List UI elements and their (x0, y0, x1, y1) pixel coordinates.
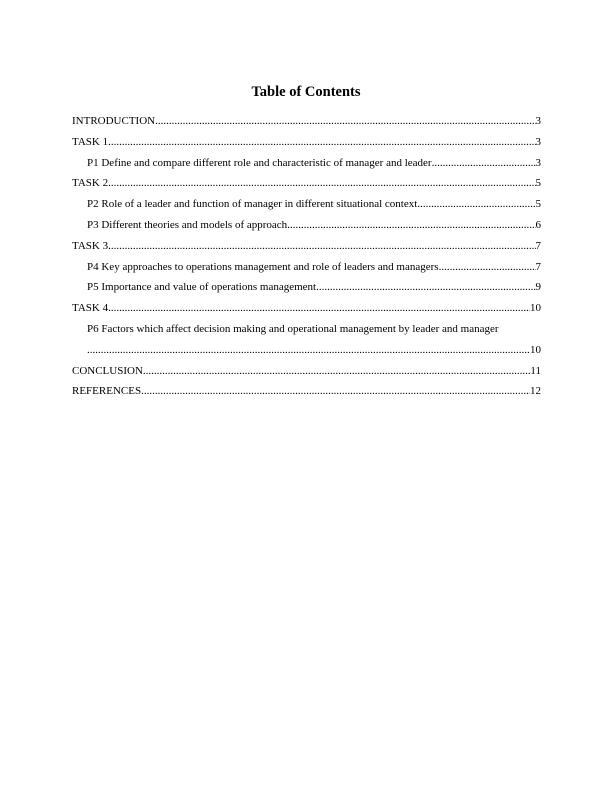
toc-page-number: 3 (535, 156, 541, 169)
toc-entry-p6[interactable] (72, 322, 541, 364)
dot-leader (108, 239, 535, 253)
toc-entry-label: REFERENCES (72, 385, 142, 398)
toc-entry-task-4[interactable] (72, 301, 541, 322)
dot-leader (417, 197, 535, 211)
toc-entry-label: TASK 4 (72, 302, 109, 315)
toc-entry-label: P5 Importance and value of operations management (87, 281, 317, 294)
toc-entry-label: TASK 3 (72, 239, 109, 252)
dot-leader (108, 176, 535, 190)
toc-entry-p5[interactable] (72, 280, 541, 301)
toc-page-number: 9 (535, 281, 541, 294)
toc-entry-references[interactable] (72, 384, 541, 405)
toc-entry-label: P1 Define and compare different role and characteristic of manager and leader (87, 156, 432, 169)
toc-entry-p1[interactable] (72, 156, 541, 177)
toc-entry-label: P6 Factors which affect decision making and operational management by leader and manager (87, 322, 499, 335)
dot-leader (143, 364, 531, 378)
toc-entry-label: TASK 1 (72, 135, 109, 148)
toc-entry-label: P2 Role of a leader and function of manager in different situational context (87, 198, 418, 211)
toc-page-number: 12 (530, 385, 541, 398)
toc-entry-task-3[interactable] (72, 239, 541, 260)
dot-leader (155, 114, 535, 128)
dot-leader (108, 301, 530, 315)
toc-page-number: 7 (535, 239, 541, 252)
toc-page-number: 6 (535, 218, 541, 231)
dot-leader (141, 384, 530, 398)
toc-page-number: 10 (530, 302, 541, 315)
toc-page-number: 5 (535, 198, 541, 211)
page-title: Table of Contents (251, 84, 361, 100)
table-of-contents (72, 114, 541, 405)
toc-entry-label: P3 Different theories and models of approach (87, 218, 288, 231)
toc-entry-p3[interactable] (72, 218, 541, 239)
toc-entry-p2[interactable] (72, 197, 541, 218)
toc-page-number: 11 (530, 364, 541, 377)
toc-entry-p4[interactable] (72, 260, 541, 281)
toc-page-number: 3 (535, 135, 541, 148)
toc-entry-label: P4 Key approaches to operations management and role of leaders and managers (87, 260, 439, 273)
toc-page-number: 3 (535, 115, 541, 127)
dot-leader (316, 280, 535, 294)
dot-leader (439, 260, 536, 274)
dot-leader (432, 156, 536, 170)
toc-entry-task-2[interactable] (72, 176, 541, 197)
toc-entry-label: TASK 2 (72, 177, 109, 190)
dot-leader (87, 343, 530, 357)
dot-leader (287, 218, 535, 232)
toc-entry-label: INTRODUCTION (72, 115, 156, 127)
toc-entry-conclusion[interactable] (72, 364, 541, 385)
toc-page-number: 10 (530, 343, 541, 356)
toc-entry-introduction[interactable] (72, 114, 541, 135)
dot-leader (108, 135, 535, 149)
toc-entry-label: CONCLUSION (72, 364, 143, 377)
toc-page-number: 7 (535, 260, 541, 273)
toc-entry-task-1[interactable] (72, 135, 541, 156)
toc-page-number: 5 (535, 177, 541, 190)
